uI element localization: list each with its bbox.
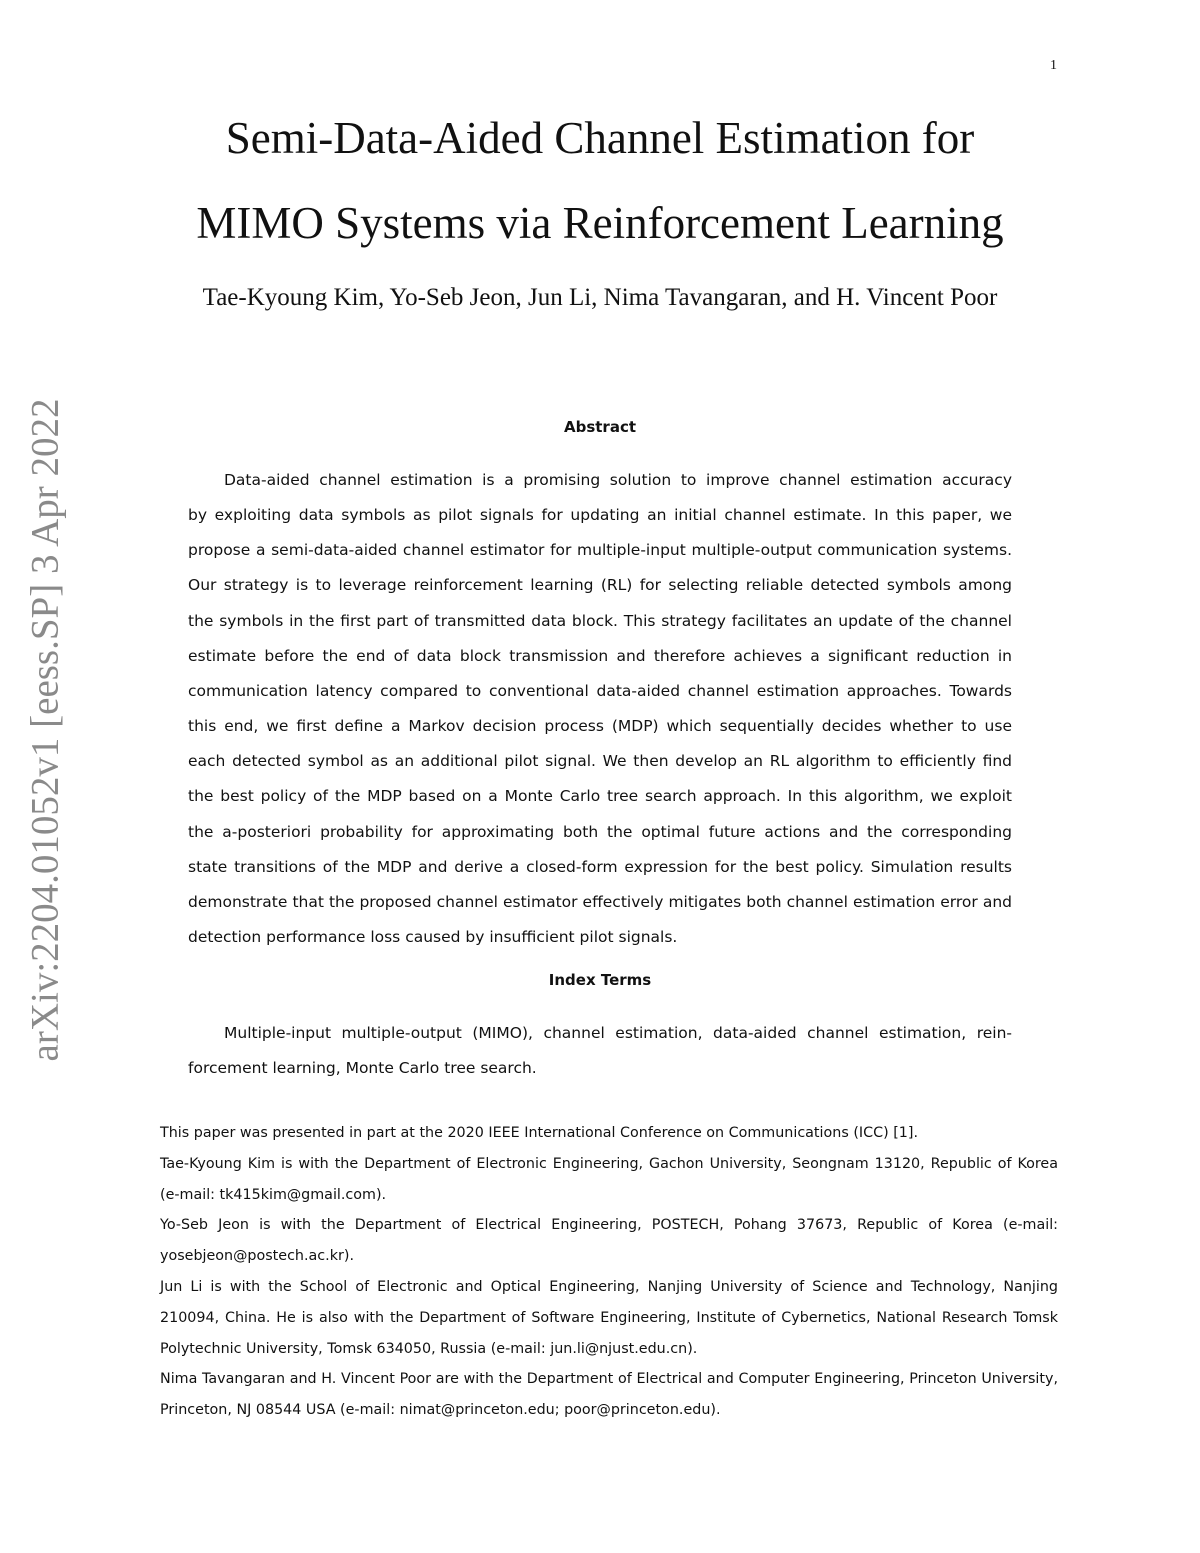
index-terms-line: forcement learning, Monte Carlo tree search.: [188, 1059, 537, 1078]
page-number: 1: [1050, 58, 1057, 73]
index-terms-line: Multiple-input multiple-output (MIMO), channel estimation, data-aided channel estimation, rein-: [224, 1024, 1012, 1042]
footnote-line: (e-mail: tk415kim@gmail.com).: [160, 1186, 387, 1203]
footnote-line: This paper was presented in part at the 2020 IEEE International Conference on Communications (ICC) [1].: [160, 1125, 918, 1141]
abstract-heading: Abstract: [563, 418, 637, 436]
index-terms-heading: Index Terms: [548, 971, 652, 989]
abstract-line: estimate before the end of data block transmission and therefore achieves a significant reduction in: [188, 646, 1012, 665]
abstract-line: this end, we first define a Markov decision process (MDP) which sequentially decides whether to use: [188, 717, 1012, 736]
footnote-line: 210094, China. He is also with the Department of Software Engineering, Institute of Cybernetics, National Research Tomsk: [160, 1309, 1058, 1326]
abstract-line: the a-posteriori probability for approximating both the optimal future actions and the corresponding: [188, 822, 1012, 841]
paper-title-line-2: MIMO Systems via Reinforcement Learning: [196, 198, 1004, 248]
abstract-line: detection performance loss caused by insufficient pilot signals.: [188, 927, 678, 946]
footnote-line: Nima Tavangaran and H. Vincent Poor are with the Department of Electrical and Computer Engineering, Princeton University,: [160, 1371, 1058, 1388]
abstract-line: demonstrate that the proposed channel estimator effectively mitigates both channel estimation error and: [188, 892, 1012, 911]
footnote-line: Princeton, NJ 08544 USA (e-mail: nimat@princeton.edu; poor@princeton.edu).: [160, 1402, 721, 1419]
footnote-line: Tae-Kyoung Kim is with the Department of Electronic Engineering, Gachon University, Seongnam 13120, Republic of Korea: [160, 1155, 1058, 1172]
footnote-line: yosebjeon@postech.ac.kr).: [160, 1248, 354, 1265]
footnote-line: Polytechnic University, Tomsk 634050, Russia (e-mail: jun.li@njust.edu.cn).: [160, 1340, 698, 1357]
abstract-line: by exploiting data symbols as pilot signals for updating an initial channel estimate. In this paper, we: [188, 506, 1012, 525]
abstract-line: propose a semi-data-aided channel estimator for multiple-input multiple-output communication systems.: [188, 541, 1012, 560]
abstract-line: the best policy of the MDP based on a Monte Carlo tree search approach. In this algorithm, we exploit: [188, 787, 1012, 806]
paper-title-line-1: Semi-Data-Aided Channel Estimation for: [225, 113, 975, 163]
abstract-line: communication latency compared to conventional data-aided channel estimation approaches. Towards: [188, 681, 1012, 700]
arxiv-watermark: arXiv:2204.01052v1 [eess.SP] 3 Apr 2022: [23, 398, 67, 1062]
abstract-line: state transitions of the MDP and derive a closed-form expression for the best policy. Simulation results: [188, 857, 1012, 876]
abstract-line: Data-aided channel estimation is a promising solution to improve channel estimation accuracy: [224, 471, 1012, 489]
abstract-line: the symbols in the first part of transmitted data block. This strategy facilitates an update of the channel: [188, 611, 1012, 630]
abstract-line: Our strategy is to leverage reinforcement learning (RL) for selecting reliable detected symbols among: [188, 576, 1012, 595]
abstract-line: each detected symbol as an additional pilot signal. We then develop an RL algorithm to efficiently find: [188, 752, 1012, 771]
authors: Tae-Kyoung Kim, Yo-Seb Jeon, Jun Li, Nima Tavangaran, and H. Vincent Poor: [202, 284, 998, 311]
footnote-line: Jun Li is with the School of Electronic and Optical Engineering, Nanjing University of Science and Technology, Nanjing: [160, 1279, 1058, 1295]
footnote-line: Yo-Seb Jeon is with the Department of Electrical Engineering, POSTECH, Pohang 37673, Republic of Korea (e-mail:: [160, 1217, 1058, 1234]
